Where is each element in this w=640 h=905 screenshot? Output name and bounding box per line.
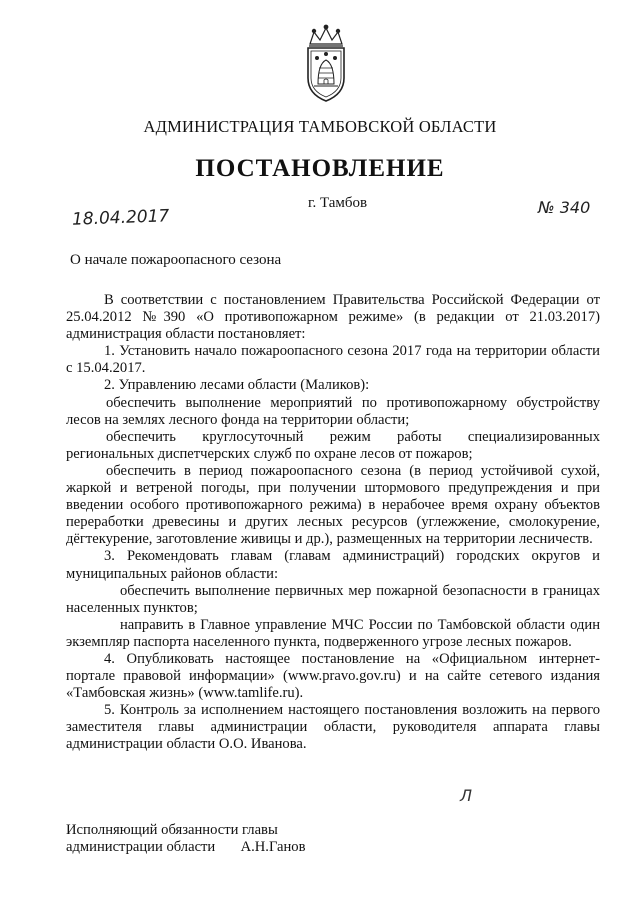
signature-title-line2: администрации области xyxy=(66,839,216,855)
body-item-4: 4. Опубликовать настоящее постановление на «Официальном интернет-портале правовой информации» (www.pravo.gov.ru) и на сайте сетевого издания «Тамбовская жизнь» (www.tamlife.ru). xyxy=(66,650,600,702)
document-date: 18.04.2017 xyxy=(71,206,170,230)
body-item-3: 3. Рекомендовать главам (главам администраций) городских округов и муниципальных районов области: xyxy=(66,548,600,582)
body-item-2a: обеспечить выполнение мероприятий по противопожарному обустройству лесов на землях лесного фонда на территории области; xyxy=(66,394,600,428)
body-intro: В соответствии с постановлением Правительства Российской Федерации от 25.04.2012 №390 «О противопожарном режиме» (в редакции от 21.03.2017) администрация области постановляет: xyxy=(66,292,600,343)
body-item-3b: направить в Главное управление МЧС России по Тамбовской области один экземпляр паспорта населенного пункта, подверженного угрозе лесных пожаров. xyxy=(66,616,600,650)
document-number: № 340 xyxy=(538,198,591,217)
body-item-3a: обеспечить выполнение первичных мер пожарной безопасности в границах населенных пунктов; xyxy=(66,582,600,616)
signature-title-line1: Исполняющий обязанности главы xyxy=(66,822,278,838)
document-type: ПОСТАНОВЛЕНИЕ xyxy=(195,155,445,182)
coat-of-arms-icon xyxy=(296,24,356,104)
document-city: г. Тамбов xyxy=(308,195,368,211)
body-item-2c: обеспечить в период пожароопасного сезона (в период устойчивой сухой, жаркой и ветреной погоды, при получении штормового предупреждения и при введении особого противопожарного режима) в нерабочее время охрану объектов переработки древесины и других лесных ресурсов (углежжение, смолокурение, дёгтекурение, заготовление живицы и др.), размещенных на территории лесничеств. xyxy=(66,462,600,548)
organization-name: АДМИНИСТРАЦИЯ ТАМБОВСКОЙ ОБЛАСТИ xyxy=(143,117,497,136)
body-item-5: 5. Контроль за исполнением настоящего постановления возложить на первого заместителя главы администрации области, руководителя аппарата главы администрации области О.О. Иванова. xyxy=(66,702,600,753)
document-body xyxy=(66,292,600,754)
body-item-2: 2. Управлению лесами области (Маликов): xyxy=(104,377,370,394)
body-item-2b: обеспечить круглосуточный режим работы специализированных региональных диспетчерских служб по охране лесов от пожаров; xyxy=(66,428,600,462)
document-subject: О начале пожароопасного сезона xyxy=(70,252,282,268)
handwritten-initial: Л xyxy=(460,786,473,805)
body-item-1: 1. Установить начало пожароопасного сезона 2017 года на территории области с 15.04.2017. xyxy=(66,343,600,377)
signature-name: А.Н.Ганов xyxy=(240,839,306,855)
signature-block xyxy=(66,822,306,856)
